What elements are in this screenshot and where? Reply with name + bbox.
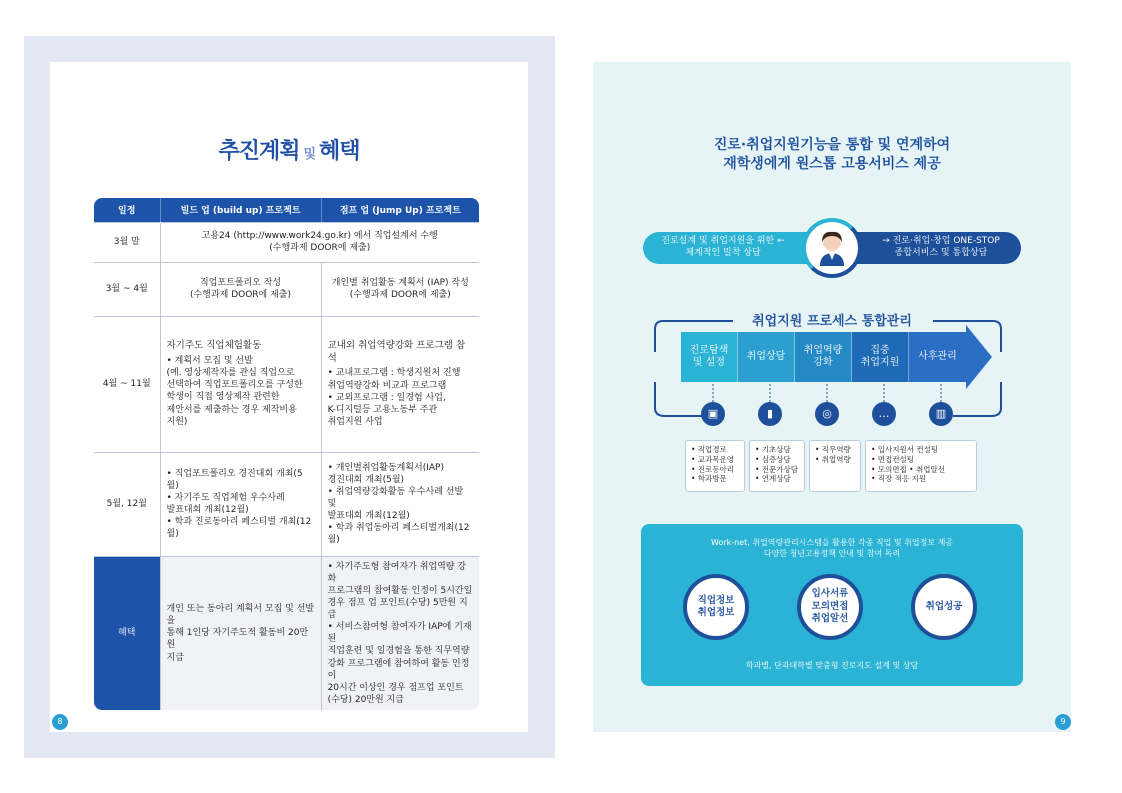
table-header-row — [94, 198, 479, 222]
header-jump-up: 점프 업 (Jump Up) 프로젝트 — [321, 198, 479, 222]
chat-icon: … — [872, 402, 896, 426]
cell-text: • 계획서 모집 및 선발 (예. 영상제작자를 관심 직업으로 선택하여 직업포트폴리오를 구성한 학생이 직접 영상제작 관련한 제안서를 제출하는 경우 제작비용 지원) — [166, 355, 303, 427]
schedule-cell: 4월 ~ 11월 — [94, 316, 160, 452]
step-intensive-support: 집중 취업지원 — [852, 332, 909, 382]
header-build-up: 빌드 업 (build up) 프로젝트 — [160, 198, 321, 222]
step-career-exploration: 진로탐색 및 설정 — [681, 332, 738, 382]
table-row — [94, 452, 479, 556]
merged-cell — [160, 222, 479, 262]
cell-heading: 교내외 취업역량강화 프로그램 참석 — [327, 339, 466, 364]
title-plan: 추진계획 — [218, 139, 300, 164]
cell-text: 고용24 (http://www.work24.go.kr) 에서 직업설계서 수행 (수행과제 DOOR에 제출) — [201, 230, 438, 253]
detail-box: • 입사지원서 컨설팅 • 면접컨설팅 • 모의면접 • 취업알선 • 직장 적응 지원 — [865, 440, 977, 492]
cell-text: 개인 또는 동아리 계획서 모집 및 선발을 통해 1인당 자기주도적 활동비 20만원 지급 — [166, 603, 315, 663]
step-follow-up: 사후관리 — [909, 332, 966, 382]
circle-job-info: 직업정보 취업정보 — [683, 574, 749, 640]
right-page — [593, 62, 1071, 732]
schedule-cell: 3월 말 — [94, 222, 160, 262]
detail-box: • 직무역량 • 취업역량 — [809, 440, 861, 492]
left-page — [50, 62, 528, 732]
schedule-cell: 5월, 12월 — [94, 452, 160, 556]
table-row — [94, 556, 479, 710]
process-steps — [681, 332, 992, 382]
cell-heading: 자기주도 직업체험활동 — [166, 340, 262, 352]
jump-cell — [321, 316, 479, 452]
panel-caption: Work-net, 취업역량관리시스템을 활용한 각종 직업 및 취업정보 제공 다양한 청년고용정책 안내 및 참여 독려 — [710, 538, 954, 558]
table-row — [94, 262, 479, 316]
chart-icon: ▥ — [929, 402, 953, 426]
panel-footer: 학과별, 단과대학별 맞춤형 진로지도 설계 및 상담 — [745, 661, 919, 670]
schedule-cell: 혜택 — [94, 556, 160, 710]
cell-text: • 교내프로그램 : 학생지원처 진행 취업역량강화 비교과 프로그램 • 교외프로그램 : 일경험 사업, K-디지털등 고용노동부 주관 취업지원 사업 — [327, 368, 461, 428]
title-line: 재학생에게 원스톱 고용서비스 제공 — [723, 155, 941, 172]
build-cell — [160, 556, 321, 710]
circle-job-success: 취업성공 — [911, 574, 977, 640]
book-icon: ▮ — [758, 402, 782, 426]
detail-box: • 기초상담 • 심층상담 • 전문가상담 • 연계상담 — [749, 440, 805, 492]
service-panel — [641, 524, 1023, 686]
cell-text: 개인별 취업활동 계획서 (IAP) 작성 (수행과제 DOOR에 제출) — [331, 277, 469, 300]
circle-application: 입사서류 모의면접 취업알선 — [797, 574, 863, 640]
jump-cell — [321, 452, 479, 556]
detail-box: • 직업경로 • 교과목운영 • 진로동아리 • 학과방문 — [685, 440, 745, 492]
build-cell — [160, 262, 321, 316]
page-number: 8 — [52, 714, 68, 730]
cell-text: • 자기주도형 참여자가 취업역량 강화 프로그램의 참여활동 인정이 5시간일 경우 점프 업 포인트(수당) 5만원 지급 • 서비스참여형 참여자가 IAP에 기재된 직업훈련 및 일경험을 통한 직무역량 강화 프로그램에 참여하여 활동 인정이 20시간 이상인 경우 점프업 포인트 (수당) 20만원 지급 — [327, 561, 473, 706]
page-number: 9 — [1055, 714, 1071, 730]
header-schedule: 일정 — [94, 198, 160, 222]
title-benefit: 혜택 — [319, 139, 360, 164]
cell-text: • 직업포트폴리오 경진대회 개최(5월) • 자기주도 직업체험 우수사례 발표대회 개최(12월) • 학과 진로동아리 페스티벌 개최(12월) — [166, 468, 312, 540]
process-title: 취업지원 프로세스 통합관리 — [752, 314, 912, 329]
build-cell — [160, 316, 321, 452]
step-job-counseling: 취업상담 — [738, 332, 795, 382]
plan-table — [94, 198, 479, 710]
one-stop-pill: → 진로·취업·창업 ONE-STOP 종합서비스 및 통합상담 — [831, 232, 1021, 264]
monitor-icon: ▣ — [701, 402, 725, 426]
jump-cell — [321, 556, 479, 710]
step-competency: 취업역량 강화 — [795, 332, 852, 382]
arrow-head-icon — [966, 325, 992, 389]
cell-text: • 개인별취업활동계획서(IAP) 경진대회 개최(5월) • 취업역량강화활동 우수사례 선발 및 발표대회 개최(12월) • 학과 취업동아리 페스티벌개최(12월) — [327, 462, 470, 546]
table-row — [94, 222, 479, 262]
schedule-cell: 3월 ~ 4월 — [94, 262, 160, 316]
target-icon: ◎ — [815, 402, 839, 426]
title-and: 및 — [303, 147, 316, 162]
counseling-pill: 진로설계 및 취업지원을 위한 ← 체계적인 밀착 상담 — [643, 232, 833, 264]
build-cell — [160, 452, 321, 556]
table-row — [94, 316, 479, 452]
title-line: 진로·취업지원기능을 통합 및 연계하여 — [713, 137, 951, 153]
page-title — [50, 134, 528, 165]
jump-cell — [321, 262, 479, 316]
cell-text: 직업포트폴리오 작성 (수행과제 DOOR에 제출) — [190, 277, 292, 300]
